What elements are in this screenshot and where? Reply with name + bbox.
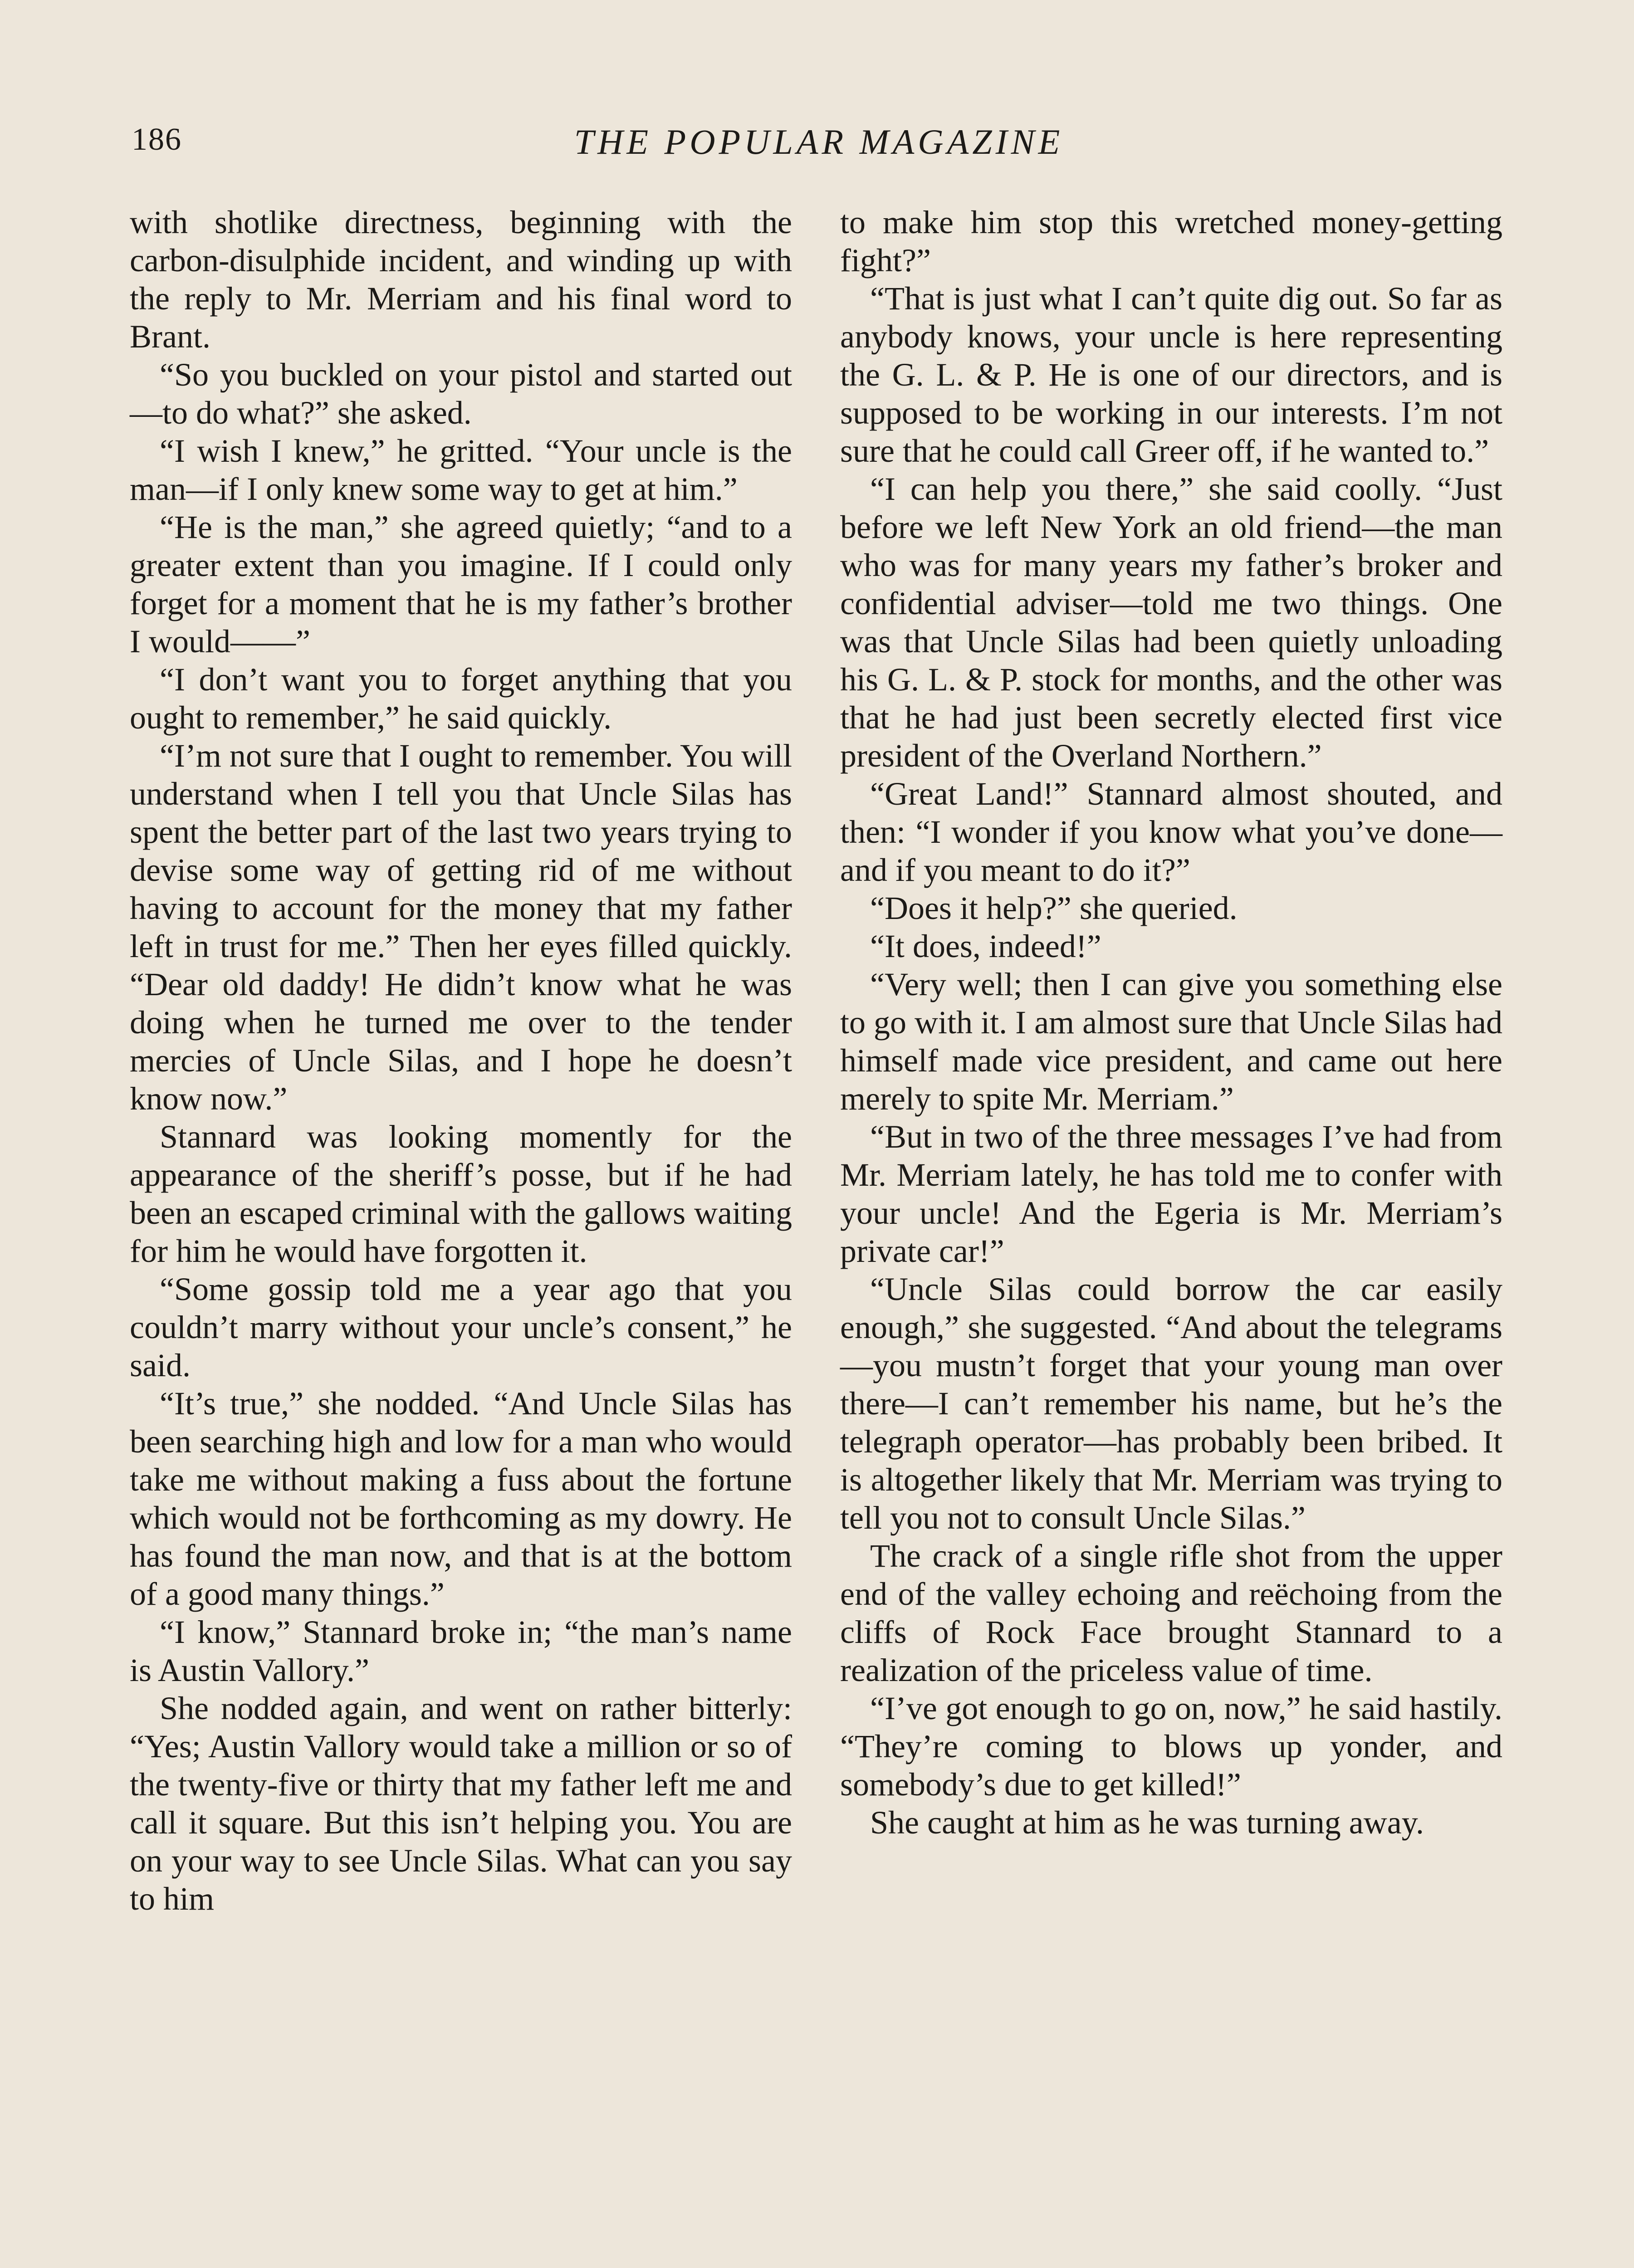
- paragraph: “I wish I knew,” he gritted. “Your uncle is the man—if I only knew some way to get at him.”: [130, 433, 792, 507]
- page-number: 186: [132, 122, 182, 157]
- page-header: [132, 122, 1506, 176]
- paragraph: “Some gossip told me a year ago that you couldn’t marry without your uncle’s consent,” he said.: [130, 1271, 792, 1383]
- paragraph: “Great Land!” Stannard almost shouted, and then: “I wonder if you know what you’ve done—and if you meant to do it?”: [840, 776, 1502, 888]
- paragraph: “So you buckled on your pistol and started out—to do what?” she asked.: [130, 357, 792, 431]
- paragraph: She nodded again, and went on rather bitterly: “Yes; Austin Vallory would take a million or so of the twenty-five or thirty that my father left me and call it square. But this isn’t helping you. You are on your way to see Uncle Silas. What can you say to him: [130, 1690, 792, 1917]
- paragraph: “It’s true,” she nodded. “And Uncle Silas has been searching high and low for a man who would take me without making a fuss about the fortune which would not be forthcoming as my dowry. He has found the man now, and that is at the bottom of a good many things.”: [130, 1385, 792, 1612]
- paragraph: “I’ve got enough to go on, now,” he said hastily. “They’re coming to blows up yonder, and somebody’s due to get killed!”: [840, 1690, 1502, 1803]
- paragraph: “That is just what I can’t quite dig out. So far as anybody knows, your uncle is here representing the G. L. & P. He is one of our directors, and is supposed to be working in our interests. I’m not sure that he could call Greer off, if he wanted to.”: [840, 280, 1502, 469]
- paragraph: “I don’t want you to forget anything that you ought to remember,” he said quickly.: [130, 661, 792, 736]
- paragraph: “But in two of the three messages I’ve had from Mr. Merriam lately, he has told me to confer with your uncle! And the Egeria is Mr. Merriam’s private car!”: [840, 1119, 1502, 1269]
- right-column: [840, 203, 1502, 1842]
- paragraph: “I can help you there,” she said coolly. “Just before we left New York an old friend—the man who was for many years my father’s broker and confidential adviser—told me two things. One was that Uncle Silas had been quietly unloading his G. L. & P. stock for months, and the other was that he had just been secretly elected first vice president of the Overland Northern.”: [840, 471, 1502, 774]
- paragraph: “Very well; then I can give you something else to go with it. I am almost sure that Uncle Silas had himself made vice president, and came out here merely to spite Mr. Merriam.”: [840, 966, 1502, 1117]
- paragraph: “I know,” Stannard broke in; “the man’s name is Austin Vallory.”: [130, 1614, 792, 1688]
- left-column: [130, 203, 792, 1918]
- magazine-title: THE POPULAR MAGAZINE: [574, 122, 1064, 161]
- paragraph: Stannard was looking momently for the appearance of the sheriff’s posse, but if he had been an escaped criminal with the gallows waiting for him he would have forgotten it.: [130, 1119, 792, 1269]
- paragraph: “Uncle Silas could borrow the car easily enough,” she suggested. “And about the telegrams—you mustn’t forget that your young man over there—I can’t remember his name, but he’s the telegraph operator—has probably been bribed. It is altogether likely that Mr. Merriam was trying to tell you not to consult Uncle Silas.”: [840, 1271, 1502, 1536]
- paragraph: “He is the man,” she agreed quietly; “and to a greater extent than you imagine. If I could only forget for a moment that he is my father’s brother I would——”: [130, 509, 792, 660]
- paragraph: “It does, indeed!”: [870, 928, 1101, 964]
- paragraph: with shotlike directness, beginning with the carbon-disulphide incident, and winding up with the reply to Mr. Merriam and his final word to Brant.: [130, 204, 792, 355]
- paragraph: “Does it help?” she queried.: [870, 890, 1238, 926]
- paragraph: “I’m not sure that I ought to remember. You will understand when I tell you that Uncle Silas has spent the better part of the last two years trying to devise some way of getting rid of me without having to account for the money that my father left in trust for me.” Then her eyes filled quickly. “Dear old daddy! He didn’t know what he was doing when he turned me over to the tender mercies of Uncle Silas, and I hope he doesn’t know now.”: [130, 738, 792, 1117]
- paragraph: The crack of a single rifle shot from the upper end of the valley echoing and reëchoing from the cliffs of Rock Face brought Stannard to a realization of the priceless value of time.: [840, 1538, 1502, 1688]
- paragraph: to make him stop this wretched money-getting fight?”: [840, 204, 1502, 279]
- paragraph: She caught at him as he was turning away.: [870, 1804, 1424, 1841]
